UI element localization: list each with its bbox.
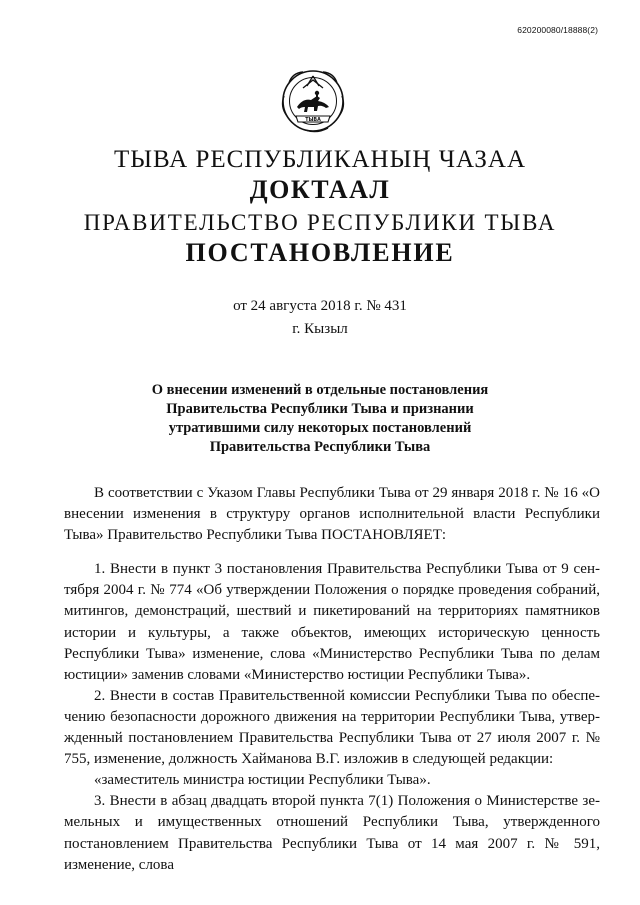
document-city: г. Кызыл bbox=[292, 321, 348, 337]
item-3-paragraph: 3. Внести в абзац двадцать второй пункта 7(1) Положения о Министерстве земельных и имущественных отношений Республики Тыва, утвержденного постановлением Правительства Республики Тыва от 14 мая 2007 г. № 591, изменение, слова bbox=[64, 793, 600, 873]
emblem-inscription: ТЫВА bbox=[305, 118, 321, 123]
item-2-paragraph: 2. Внести в состав Правительственной комиссии Республики Тыва по обеспечению безопасности дорожного движения на территории Республики Тыва, утвержденный постановлением Правительства Республики Тыва от 27 июля 2007 г. № 755, изменение, должность Хайманова В.Г. изложив в следующей редакции: bbox=[64, 687, 600, 768]
document-title-line: О внесении изменений в отдельные постановления bbox=[151, 382, 489, 398]
document-title bbox=[100, 381, 540, 457]
item-1-paragraph: 1. Внести в пункт 3 постановления Правительства Республики Тыва от 9 сентября 2004 г. № 774 «Об утверждении Положения о порядке проведения собраний, митингов, демонстраций, шествий и пикетирований на территориях памятников истории и культуры, а также объектов, имеющих историческую ценность Республики Тыва» изменение, слова «Министерство Республики Тыва по делам юстиции» заменив словами «Министерство юстиции Республики Тыва». bbox=[64, 561, 600, 683]
document-date-number: от 24 августа 2018 г. № 431 bbox=[233, 298, 407, 314]
preamble-paragraph: В соответствии с Указом Главы Республики Тыва от 29 января 2018 г. № 16 «О внесении изменения в структуру органов исполнительной власти Республики Тыва» Правительство Республики Тыва ПОСТАНОВЛЯЕТ: bbox=[64, 485, 600, 544]
item-2-quote: «заместитель министра юстиции Республики Тыва». bbox=[94, 772, 431, 789]
header-doktaal: ДОКТААЛ bbox=[249, 175, 391, 204]
document-body bbox=[64, 483, 600, 876]
document-title-line: Правительства Республики Тыва bbox=[209, 439, 431, 455]
tuva-coat-of-arms-icon bbox=[273, 60, 353, 140]
header-postanovlenie: ПОСТАНОВЛЕНИЕ bbox=[185, 238, 455, 267]
header-tyva-government: ТЫВА РЕСПУБЛИКАНЫҢ ЧАЗАА bbox=[113, 146, 527, 173]
document-title-line: утратившими силу некоторых постановлений bbox=[168, 420, 472, 436]
document-title-line: Правительства Республики Тыва и признании bbox=[166, 401, 474, 417]
header-government-republic: ПРАВИТЕЛЬСТВО РЕСПУБЛИКИ ТЫВА bbox=[83, 210, 557, 235]
document-code: 620200080/18888(2) bbox=[517, 25, 598, 35]
